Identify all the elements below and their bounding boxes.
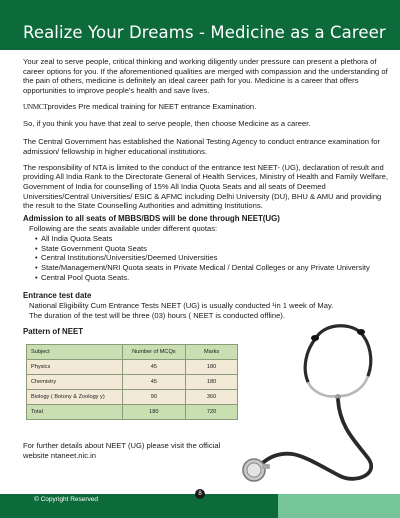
admission-heading: Admission to all seats of MBBS/BDS will be done through NEET(UG) — [23, 214, 280, 224]
article-body — [23, 57, 391, 337]
table-row — [27, 390, 238, 405]
zeal-paragraph: So, if you think you have that zeal to serve people, then choose Medicine as a career. — [23, 118, 311, 128]
list-item: • State/Management/NRI Quota seats in Private Medical / Dental Colleges or any Private University — [35, 263, 391, 273]
quota-list — [23, 234, 391, 283]
column-header: Marks — [186, 345, 238, 360]
cell-mcqs: 180 — [122, 405, 186, 420]
table-header-row — [27, 345, 238, 360]
pattern-heading: Pattern of NEET — [23, 326, 84, 336]
page-title: Realize Your Dreams - Medicine as a Career — [23, 23, 386, 42]
cell-marks: 720 — [186, 405, 238, 420]
admission-intro: Following are the seats available under different quotas: — [29, 224, 218, 234]
entrance-heading: Entrance test date — [23, 291, 92, 301]
list-item: • Central Institutions/Universities/Deemed Universities — [35, 253, 391, 263]
neet-pattern-table-wrap — [26, 344, 238, 420]
official-website-note: For further details about NEET (UG) please visit the official website ntaneet.nic.in — [23, 441, 221, 460]
brand-paragraph — [23, 102, 391, 113]
page-number-badge: 8 — [195, 489, 205, 499]
cell-subject: Chemistry — [27, 375, 123, 390]
entrance-line-2: The duration of the test will be three (03) hours ( NEET is conducted offline). — [29, 311, 285, 321]
cell-marks: 180 — [186, 360, 238, 375]
footer-accent — [278, 494, 400, 518]
cell-subject: Biology ( Botony & Zoology y) — [27, 390, 123, 405]
cell-mcqs: 45 — [122, 360, 186, 375]
cell-marks: 180 — [186, 375, 238, 390]
table-total-row — [27, 405, 238, 420]
cell-marks: 360 — [186, 390, 238, 405]
brand-line: provides Pre medical training for NEET entrance Examination. — [47, 101, 257, 111]
responsibility-paragraph: The responsibility of NTA is limited to the conduct of the entrance test NEET- (UG), declaration of result and providing All India Rank to the Directorate General of Health Services, Ministry of Health and Family Welfare, Government of India for counselling of 15% All India Quota Seats and all seats of Deemed Universities/Central Universities/ ESIC & AFMC including Delhi University (DU), BHU & AMU and providing the result to the State Counselling Authorities and admitting Institutions. — [23, 162, 388, 211]
intro-paragraph: Your zeal to serve people, critical thinking and working diligently under pressure can present a plethora of career options for you. If the aforementioned qualities are merged with compassion and the understanding of the pain of others, medicine is definitely an ideal career path for you. Medicine is a career that offers opportunities to improve people's health and save lives. — [23, 57, 388, 96]
copyright-text: © Copyright Reserved — [34, 496, 99, 503]
column-header: Subject — [27, 345, 123, 360]
cell-mcqs: 90 — [122, 390, 186, 405]
table-row — [27, 360, 238, 375]
list-item: • Central Pool Quota Seats. — [35, 273, 391, 283]
cell-subject: Total — [27, 405, 123, 420]
neet-pattern-table — [26, 344, 238, 420]
entrance-line-1: National Eligibility Cum Entrance Tests NEET (UG) is usually conducted ¹in 1 week of May. — [29, 301, 334, 311]
stethoscope-image — [236, 318, 396, 488]
cell-subject: Physics — [27, 360, 123, 375]
brand-name: UNMCT — [23, 102, 48, 111]
list-item: • All India Quota Seats — [35, 234, 391, 244]
cell-mcqs: 45 — [122, 375, 186, 390]
list-item: • State Government Quota Seats — [35, 244, 391, 254]
table-row — [27, 375, 238, 390]
page-header — [0, 0, 400, 52]
column-header: Number of MCQs — [122, 345, 186, 360]
nta-paragraph: The Central Government has established the National Testing Agency to conduct entrance examination for admission/ fellowship in higher educational institutions. — [23, 137, 380, 156]
header-divider — [0, 50, 400, 52]
